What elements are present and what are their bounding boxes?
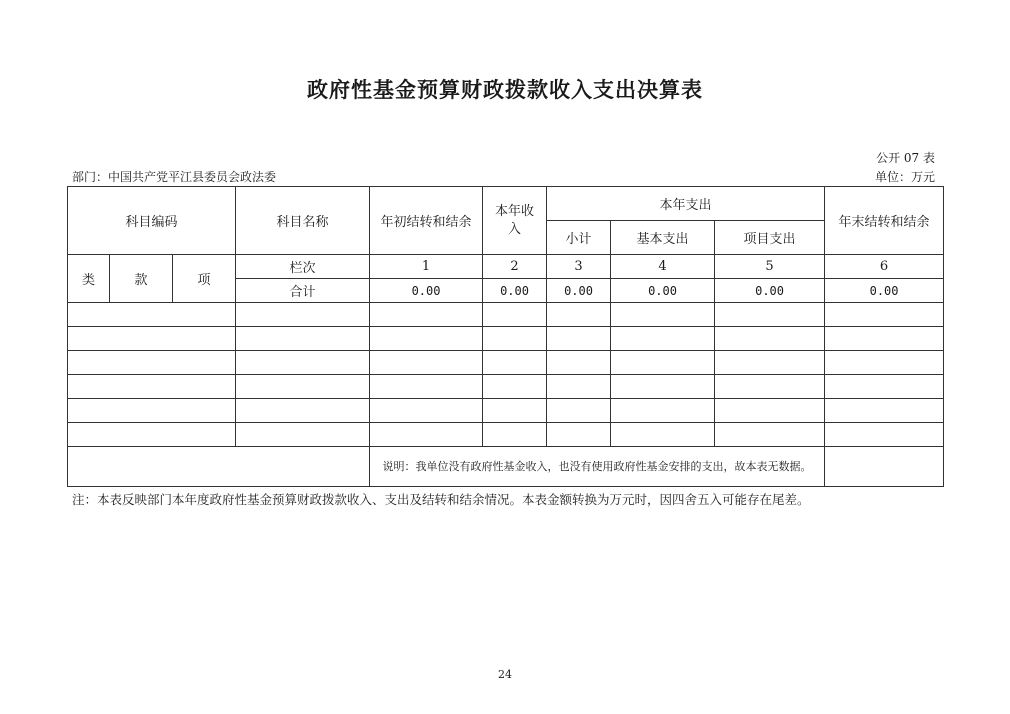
column-number: 3	[547, 255, 611, 279]
header-subject-name: 科目名称	[236, 187, 370, 255]
page-number: 24	[498, 668, 512, 681]
total-value: 0.00	[825, 279, 944, 303]
department-label: 部门：中国共产党平江县委员会政法委	[72, 170, 277, 184]
header-current-income	[483, 187, 547, 255]
table-row	[68, 327, 944, 351]
header-subtotal: 小计	[547, 221, 611, 255]
column-number: 1	[370, 255, 483, 279]
form-number: 公开 07 表	[876, 151, 935, 165]
column-number: 6	[825, 255, 944, 279]
total-value: 0.00	[611, 279, 715, 303]
unit-label: 单位：万元	[874, 170, 935, 184]
header-item: 项	[173, 255, 236, 303]
header-row-1	[68, 187, 944, 221]
table-row	[68, 351, 944, 375]
budget-table	[67, 186, 944, 487]
header-basic-expense: 基本支出	[611, 221, 715, 255]
column-index-row	[68, 255, 944, 279]
table-note: 说明：我单位没有政府性基金收入，也没有使用政府性基金安排的支出，故本表无数据。	[370, 447, 825, 487]
header-project-expense: 项目支出	[715, 221, 825, 255]
column-number: 4	[611, 255, 715, 279]
page-title: 政府性基金预算财政拨款收入支出决算表	[307, 78, 703, 102]
header-opening-balance: 年初结转和结余	[370, 187, 483, 255]
total-label: 合计	[236, 279, 370, 303]
total-value: 0.00	[715, 279, 825, 303]
table-row	[68, 375, 944, 399]
table-row	[68, 303, 944, 327]
table-row	[68, 399, 944, 423]
column-number: 5	[715, 255, 825, 279]
column-index-label: 栏次	[236, 255, 370, 279]
table-row	[68, 423, 944, 447]
header-section: 款	[110, 255, 173, 303]
header-current-expense: 本年支出	[547, 187, 825, 221]
header-current-income-text: 本年收入	[495, 203, 535, 237]
column-number: 2	[483, 255, 547, 279]
total-value: 0.00	[483, 279, 547, 303]
total-value: 0.00	[547, 279, 611, 303]
header-subject-code: 科目编码	[68, 187, 236, 255]
header-category: 类	[68, 255, 110, 303]
header-closing-balance: 年末结转和结余	[825, 187, 944, 255]
note-row	[68, 447, 944, 487]
footnote: 注：本表反映部门本年度政府性基金预算财政拨款收入、支出及结转和结余情况。本表金额转换为万元时，因四舍五入可能存在尾差。	[72, 492, 810, 507]
total-value: 0.00	[370, 279, 483, 303]
